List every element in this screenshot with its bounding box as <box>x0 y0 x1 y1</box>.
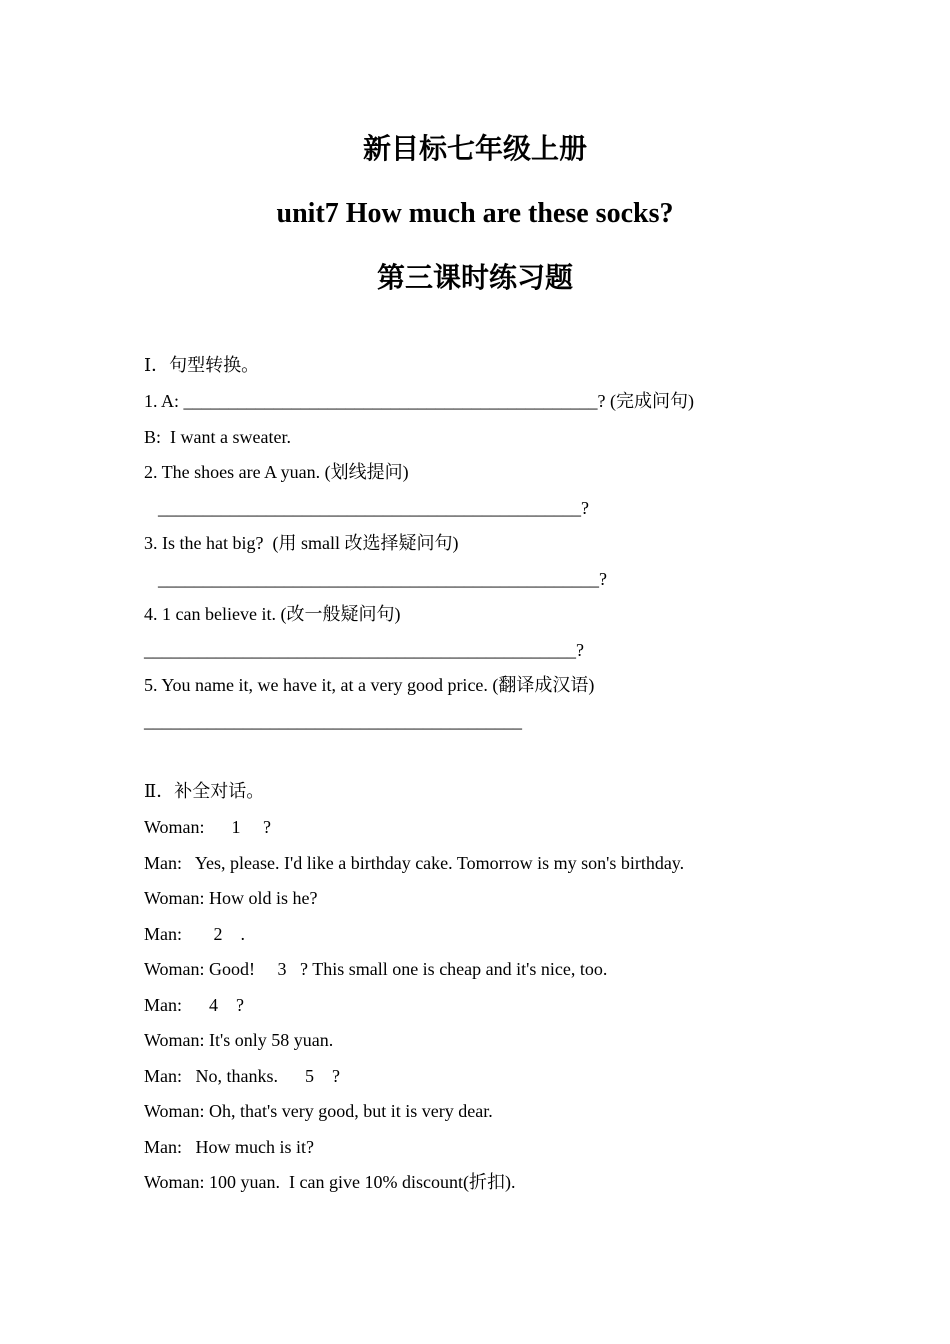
answer-blank: ________________________________________________? <box>144 640 584 660</box>
dialogue-line: Man: How much is it? <box>144 1137 314 1157</box>
dialogue-line: Woman: Good! 3 ? This small one is cheap and it's nice, too. <box>144 959 608 979</box>
section1-line: 3. Is the hat big? (用 small 改选择疑问句) <box>144 533 459 553</box>
title-unit: unit7 How much are these socks? <box>276 198 674 229</box>
dialogue-line: Man: 2 . <box>144 924 245 944</box>
dialogue-line: Woman: 1 ? <box>144 817 272 837</box>
answer-blank: _______________________________________________? <box>158 498 589 518</box>
dialogue-line: Woman: Oh, that's very good, but it is very dear. <box>144 1101 493 1121</box>
dialogue-line: Woman: It's only 58 yuan. <box>144 1030 334 1050</box>
dialogue-line: Man: Yes, please. I'd like a birthday cake. Tomorrow is my son's birthday. <box>144 853 685 873</box>
section2-heading: Ⅱ．补全对话。 <box>144 781 265 801</box>
dialogue-line: Woman: 100 yuan. I can give 10% discount(折扣). <box>144 1172 516 1192</box>
answer-blank: _________________________________________________? <box>158 569 607 589</box>
section1-line: 5. You name it, we have it, at a very good price. (翻译成汉语) <box>144 675 595 695</box>
section1-heading: Ⅰ．句型转换。 <box>144 355 260 375</box>
dialogue-line: Man: 4 ? <box>144 995 244 1015</box>
section1-line: 4. 1 can believe it. (改一般疑问句) <box>144 604 401 624</box>
title-chinese: 新目标七年级上册 <box>362 134 587 165</box>
dialogue-line: Man: No, thanks. 5 ? <box>144 1066 340 1086</box>
section1-line: B: I want a sweater. <box>144 427 291 447</box>
section1-line: 2. The shoes are A yuan. (划线提问) <box>144 462 409 482</box>
answer-blank: __________________________________________ <box>144 711 522 731</box>
title-lesson: 第三课时练习题 <box>376 263 573 294</box>
section1-line: 1. A: ______________________________________________? (完成问句) <box>144 391 694 411</box>
dialogue-line: Woman: How old is he? <box>144 888 318 908</box>
